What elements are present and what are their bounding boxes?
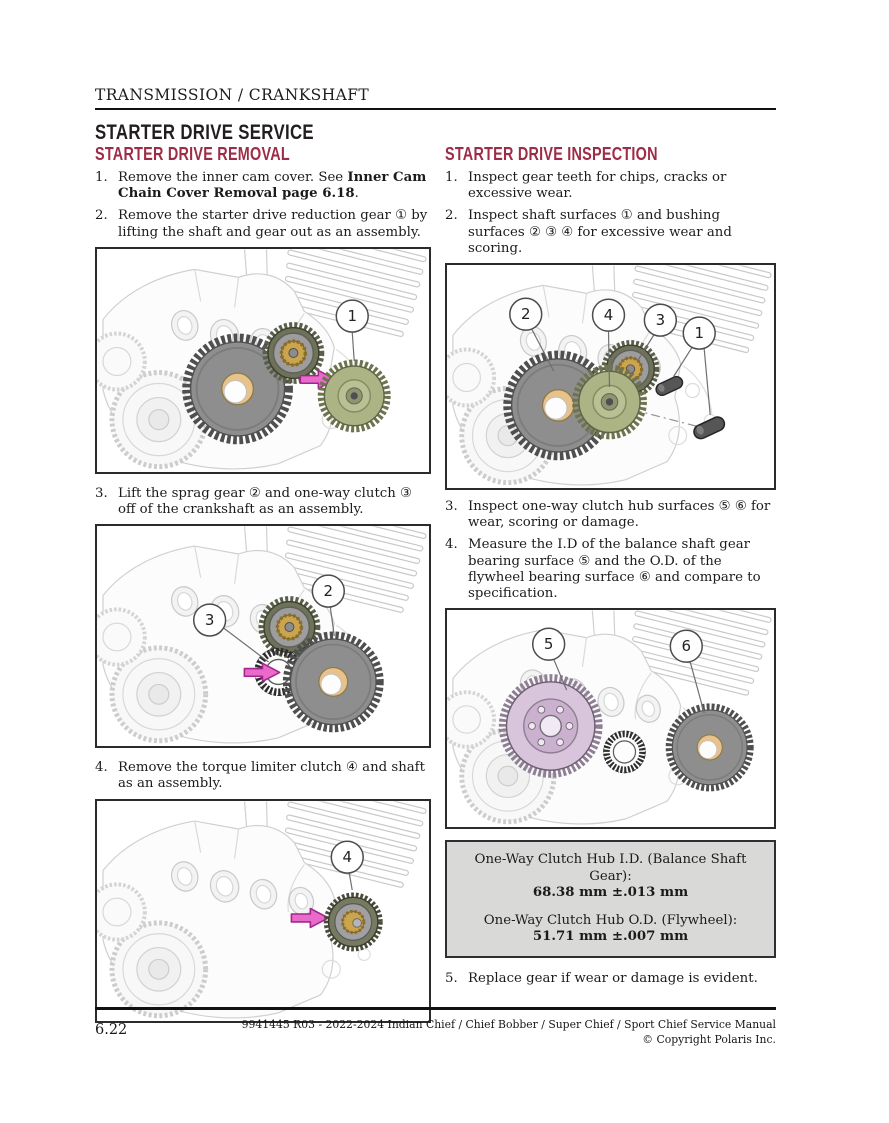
- svg-text:4: 4: [342, 847, 353, 866]
- removal-step-3: [95, 486, 431, 518]
- column-inspection: [445, 146, 776, 993]
- step-number: 1.: [445, 170, 458, 185]
- step-text: Replace gear if wear or damage is evident.: [468, 970, 758, 986]
- step-number: 2.: [95, 208, 108, 224]
- spec-od-value: 51.71 mm ±.007 mm: [532, 929, 689, 945]
- svg-text:6: 6: [681, 637, 692, 656]
- step-number: 3.: [445, 499, 458, 515]
- step-text: Remove the starter drive reduction gear ① by lifting the shaft and gear out as an assembly.: [118, 208, 428, 240]
- step-number: 3.: [95, 485, 108, 501]
- step-text: Inspect shaft surfaces ① and bushing surfaces ② ③ ④ for excessive wear and scoring.: [468, 208, 732, 256]
- section-heading-inspection: STARTER DRIVE INSPECTION: [445, 144, 658, 164]
- figure-removal-torque-limiter: [95, 799, 431, 1023]
- removal-step-1: [95, 170, 431, 202]
- removal-step-4: [95, 760, 431, 792]
- inspection-step-2: [445, 208, 776, 257]
- svg-text:5: 5: [543, 635, 554, 654]
- svg-text:3: 3: [655, 311, 666, 330]
- figure-removal-reduction-gear: [95, 247, 431, 474]
- column-removal: [95, 146, 431, 1035]
- engine-case-art: [97, 526, 429, 743]
- step-text: Inspect gear teeth for chips, cracks or excessive wear.: [468, 170, 727, 202]
- step-text: Lift the sprag gear ② and one-way clutch ③ off of the crankshaft as an assembly.: [118, 485, 412, 518]
- sprag-gear: [287, 635, 380, 728]
- svg-text:2: 2: [521, 305, 531, 324]
- header-divider: [95, 108, 776, 110]
- svg-text:2: 2: [323, 582, 334, 601]
- footer-copyright: © Copyright Polaris Inc.: [642, 1032, 776, 1046]
- inspection-step-1: [445, 170, 776, 202]
- spec-id-value: 68.38 mm ±.013 mm: [532, 885, 689, 901]
- balance-shaft-gear: [669, 707, 750, 788]
- step-number: 1.: [95, 170, 108, 185]
- shaft-pin: [692, 415, 727, 441]
- step-number: 5.: [445, 970, 458, 986]
- inspection-step-4: [445, 537, 776, 602]
- spec-od-label: One-Way Clutch Hub O.D. (Flywheel):: [483, 912, 738, 928]
- removal-step-2: [95, 208, 431, 240]
- breadcrumb: TRANSMISSION / CRANKSHAFT: [95, 86, 370, 104]
- page-title: STARTER DRIVE SERVICE: [95, 121, 314, 144]
- engine-case-art: [97, 801, 429, 1018]
- specification-box: [445, 840, 776, 958]
- callout-1: [336, 300, 368, 361]
- callout-4: [331, 841, 363, 890]
- section-heading-removal: STARTER DRIVE REMOVAL: [95, 144, 290, 164]
- figure-removal-sprag-gear: [95, 524, 431, 748]
- torque-limiter-clutch: [326, 895, 380, 949]
- figure-inspection-clutch-hub: [445, 608, 776, 829]
- svg-text:1: 1: [347, 306, 357, 325]
- step-text: Inspect one-way clutch hub surfaces ⑤ ⑥ for wear, scoring or damage.: [468, 499, 771, 531]
- footer-divider: [95, 1007, 776, 1010]
- svg-text:4: 4: [603, 306, 614, 325]
- step-text: Remove the torque limiter clutch ④ and shaft as an assembly.: [118, 760, 425, 792]
- figure-inspection-surfaces: [445, 263, 776, 490]
- spec-id-label: One-Way Clutch Hub I.D. (Balance Shaft Gear):: [474, 852, 747, 884]
- step-number: 4.: [95, 760, 108, 776]
- page-number: 6.22: [95, 1022, 128, 1038]
- footer-manual-title: 9941445 R03 - 2022-2024 Indian Chief / Chief Bobber / Super Chief / Sport Chief Service Manual: [241, 1018, 776, 1031]
- footer-text: [216, 1018, 776, 1047]
- step-text: Remove the inner cam cover. See Inner Cam Chain Cover Removal page 6.18.: [118, 170, 427, 202]
- svg-text:1: 1: [694, 324, 704, 343]
- inspection-step-3: [445, 499, 776, 531]
- inspection-step-5: [445, 971, 776, 987]
- svg-text:3: 3: [204, 611, 215, 630]
- step-number: 4.: [445, 537, 458, 553]
- step-number: 2.: [445, 208, 458, 224]
- step-text: Measure the I.D of the balance shaft gear bearing surface ⑤ and the O.D. of the flywheel bearing surface ⑥ and compare to specification.: [468, 537, 761, 602]
